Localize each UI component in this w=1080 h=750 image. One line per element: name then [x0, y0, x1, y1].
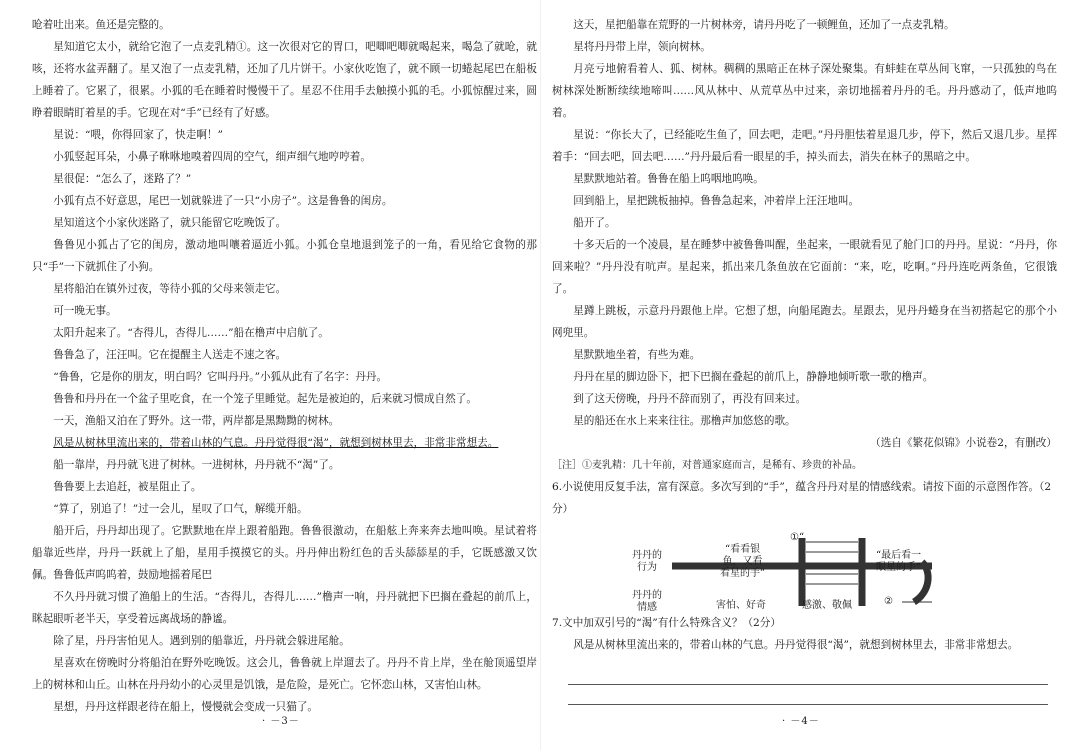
left-paragraph: 鲁鲁和丹丹在一个盆子里吃食，在一个笼子里睡觉。起先是被迫的，后来就习惯成自然了。: [53, 393, 477, 405]
left-paragraph: 星说：“喂，你得回家了，快走啊！”: [53, 129, 223, 141]
question-7-quote: 风是从树林里流出来的，带着山林的气息。丹丹觉得很“渴”，就想到树林里去，非常非常想去。: [573, 639, 1019, 651]
diagram-marker-1: ①“: [790, 532, 805, 543]
left-paragraph: 除了星，丹丹害怕见人。遇到别的船靠近，丹丹就会躲进尾舱。: [53, 635, 350, 647]
left-paragraph: “鲁鲁，它是你的朋友，明白吗？它叫丹丹。”小狐从此有了名字：丹丹。: [53, 371, 388, 383]
box-last-text: “最后看一 眼星的手”: [876, 550, 922, 573]
right-paragraph: 星的船还在水上来来往往。那橹声加悠悠的歌。: [573, 415, 796, 427]
diagram-row-behavior: [632, 550, 662, 574]
left-paragraph: 船开后，丹丹却出现了。它默默地在岸上跟着船跑。鲁鲁很激动，在船舷上奔来奔去地叫唤。星试着将船靠近些岸，丹丹一跃就上了船，星用手摸摸它的头。丹丹伸出粉红色的舌头舔舔星的手，它既感激又饮佩。鲁鲁低声呜呜着，鼓励地摇着尾巴: [32, 525, 537, 581]
left-paragraph: 星很促：“怎么了，迷路了？”: [53, 173, 192, 185]
right-paragraph: 星默默地站着。鲁鲁在船上呜咽地呜唤。: [573, 173, 764, 185]
left-paragraph: 星知道这个小家伙迷路了，就只能留它吃晚饭了。: [53, 217, 287, 229]
left-paragraph: 不久丹丹就习惯了渔船上的生活。“杏得儿，杏得儿……”橹声一响，丹丹就把下巴搁在叠起的前爪上，眯起眼听老半天，享受着远离战场的静谧。: [32, 591, 537, 625]
right-paragraph: 这天，星把船靠在荒野的一片树林旁，请丹丹吃了一顿鲤鱼，还加了一点麦乳精。: [573, 19, 955, 31]
page-divider: [540, 0, 541, 750]
diagram-emotion-2: 感激、敬佩: [802, 600, 852, 611]
question-7: 7.文中加双引号的“渴”有什么特殊含义？（2分）: [552, 617, 781, 629]
right-paragraph: 月亮亏地俯看着人、狐、树林。稠稠的黑暗正在林子深处聚集。有蚌蛙在草丛间飞窜，一只孤独的鸟在树林深处断断续续地啼叫……风从林中、从荒草丛中过来，亲切地摇着丹丹的毛。丹丹感动了，低声地呜着。: [552, 63, 1057, 119]
left-paragraph: 呛着吐出来。鱼还是完整的。: [32, 19, 170, 31]
question-6: 6.小说使用反复手法，富有深意。多次写到的“手”，蕴含丹丹对星的情感线索。请按下面的示意图作答。（2分）: [552, 481, 1052, 515]
source-attribution: （选自《繁花似锦》小说卷2，有删改）: [870, 437, 1057, 449]
diagram-lines: [632, 532, 952, 616]
answer-line-1[interactable]: [568, 684, 1048, 685]
right-paragraph: 船开了。: [573, 217, 616, 229]
left-paragraph: 星知道它太小，就给它泡了一点麦乳精①。这一次很对它的胃口，吧唧吧唧就喝起来，喝急了就呛，就咳，还将水盆弄翻了。星又泡了一点麦乳精，还加了几片饼干。小家伙吃饱了，就不顾一切蜷起尾巴在船板上睡着了。它累了，很累。小狐的毛在睡着时慢慢干了。星忍不住用手去触摸小狐的毛。小狐惊醒过来，圆睁着眼睛盯着星的手。它现在对“手”已经有了好感。: [32, 41, 537, 119]
left-paragraph: 星想，丹丹这样跟老待在船上，慢慢就会变成一只猫了。: [53, 701, 319, 713]
right-paragraph: 到了这天傍晚，丹丹不辞而别了，再没有回来过。: [573, 393, 807, 405]
left-paragraph: 星喜欢在傍晚时分将船泊在野外吃晚饭。这会儿，鲁鲁就上岸遛去了。丹丹不肯上岸，坐在舱顶遥望岸上的树林和山丘。山林在丹丹幼小的心灵里是饥饿，是危险，是死亡。它怀恋山林，又害怕山林。: [32, 657, 537, 691]
diagram-row-emotion: [632, 590, 662, 614]
right-paragraph: 星蹲上跳板，示意丹丹跟他上岸。它想了想，向船尾跑去。星跟去，见丹丹蜷身在当初搭起它的那个小网兜里。: [552, 305, 1057, 339]
diagram-emotion-1: 害怕、好奇: [716, 600, 766, 611]
left-paragraph: 鲁鲁见小狐占了它的闺房，激动地叫嚷着逼近小狐。小狐仓皇地退到笼子的一角，看见给它食物的那只“手”一下就抓住了小狗。: [32, 239, 537, 273]
emotion-label: 丹丹的 情感: [632, 590, 662, 613]
left-paragraph: 鲁鲁要上去追赶，被星阻止了。: [53, 481, 202, 493]
left-paragraph: 小狐竖起耳朵，小鼻子咻咻地嗅着四周的空气，细声细气地哼哼着。: [53, 151, 371, 163]
footnote: ［注］①麦乳精：几十年前，对普通家庭而言，是稀有、珍贵的补品。: [552, 460, 862, 471]
box-first-text: “看看银 鱼，又看 看星的手”: [720, 544, 766, 579]
left-paragraph: 鲁鲁急了，汪汪叫。它在提醒主人送走不速之客。: [53, 349, 287, 361]
diagram-marker-2: ②: [884, 596, 893, 607]
left-paragraph: “算了，别追了！”过一会儿，星叹了口气，解缆开船。: [53, 503, 308, 515]
left-paragraph: 一天，渔船又泊在了野外。这一带，两岸都是黑黝黝的树林。: [53, 415, 340, 427]
left-paragraph: 风是从树林里流出来的，带着山林的气息。丹丹觉得很“渴”，就想到树林里去，非常非常想去。: [53, 437, 499, 449]
left-paragraph: 星将船泊在镇外过夜，等待小狐的父母来领走它。: [53, 283, 287, 295]
right-paragraph: 星说：“你长大了，已经能吃生鱼了，回去吧，走吧。”丹丹胆怯着星退几步，停下，然后又退几步。星挥着手：“回去吧，回去吧……”丹丹最后看一眼星的手，掉头而去，消失在林子的黑暗之中。: [552, 129, 1057, 163]
behavior-label: 丹丹的 行为: [632, 550, 662, 573]
right-paragraph: 丹丹在星的脚边卧下，把下巴搁在叠起的前爪上，静静地倾听歌一歌的橹声。: [573, 371, 934, 383]
left-paragraph: 小狐有点不好意思，尾巴一划就躲进了一只“小房子”。这是鲁鲁的闺房。: [53, 195, 393, 207]
left-paragraph: 太阳升起来了。“杏得儿，杏得儿……”船在橹声中启航了。: [53, 327, 329, 339]
right-paragraph: 星将丹丹带上岸，领向树林。: [573, 41, 711, 53]
left-page: [32, 14, 537, 718]
diagram-box-first: [720, 544, 765, 580]
right-paragraph: 星默默地坐着，有些为难。: [573, 349, 701, 361]
answer-line-2[interactable]: [568, 704, 1048, 705]
left-paragraph: 船一靠岸，丹丹就飞进了树林。一进树林，丹丹就不“渴”了。: [53, 459, 340, 471]
right-paragraph: 十多天后的一个凌晨，星在睡梦中被鲁鲁叫醒，坐起来，一眼就看见了舱门口的丹丹。星说：“丹丹，你回来啦？”丹丹没有吭声。星起来，抓出来几条鱼放在它面前：“来，吃，吃啊。”丹丹连吃两条鱼，它很饿了。: [552, 239, 1057, 295]
right-paragraph: 回到船上，星把跳板抽掉。鲁鲁急起来，冲着岸上汪汪地叫。: [573, 195, 860, 207]
page-number-left: · －3－: [262, 716, 300, 727]
question-6-diagram: [632, 532, 952, 616]
left-paragraph: 可一晚无事。: [53, 305, 117, 317]
page-number-right: · －4－: [782, 716, 820, 727]
diagram-box-last: [876, 550, 921, 574]
